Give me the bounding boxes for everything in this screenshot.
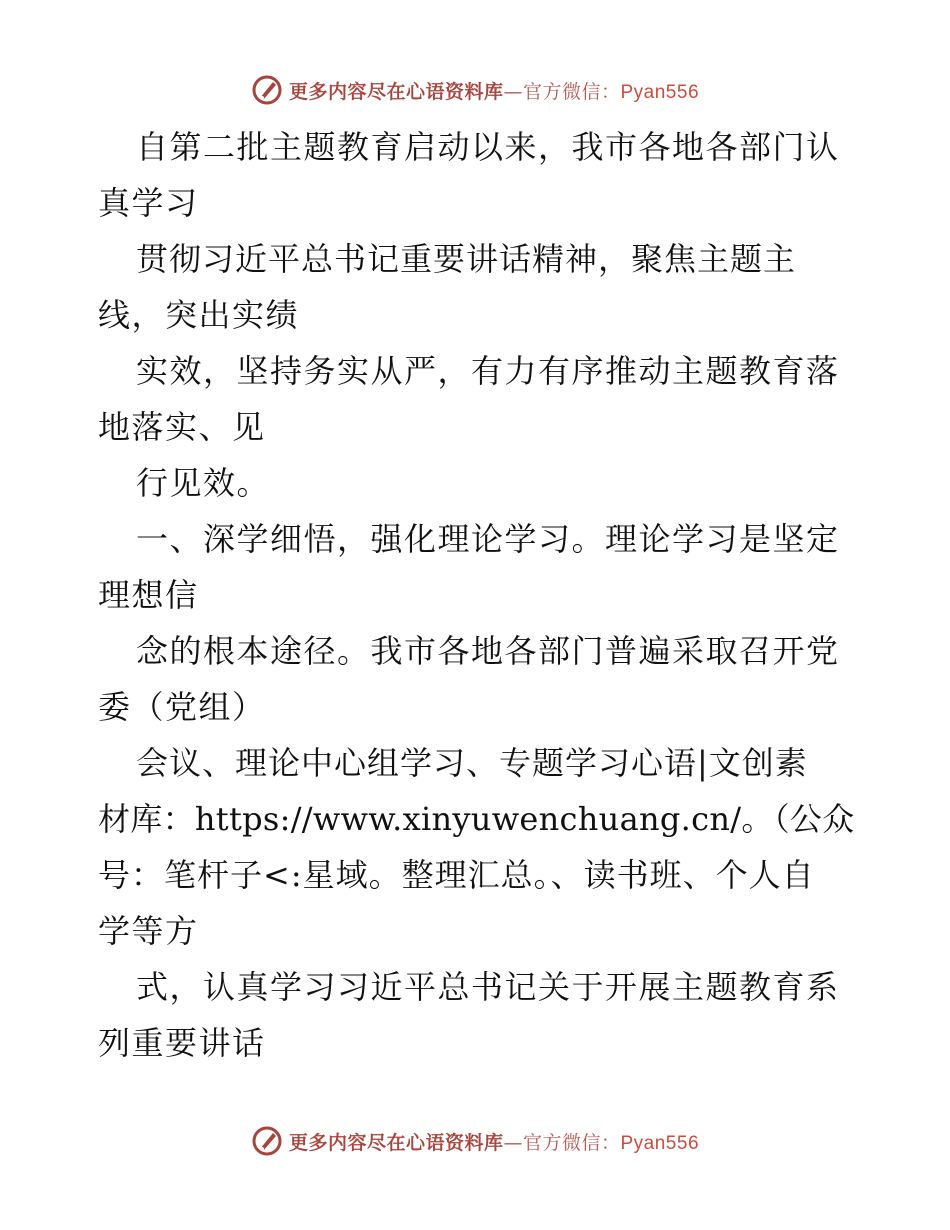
document-body: [98, 119, 858, 1071]
text-line: 地落实、见: [98, 408, 266, 446]
watermark-dash: —: [503, 1131, 523, 1154]
watermark-site: 更多内容尽在心语资料库: [288, 80, 504, 103]
watermark-text: [289, 1128, 699, 1155]
text-line: 学等方: [98, 912, 199, 950]
watermark-wechat-label: 官方微信：: [522, 1131, 621, 1154]
text-line: 式，认真学习习近平总书记关于开展主题教育系: [136, 968, 840, 1006]
watermark-dash: —: [503, 80, 523, 103]
text-line: 真学习: [98, 184, 199, 222]
header-watermark: [0, 70, 950, 110]
text-line: 念的根本途径。我市各地各部门普遍采取召开党: [136, 632, 840, 670]
text-line: 委（党组）: [98, 688, 266, 726]
text-line: 号：笔杆子<:星域。整理汇总。、读书班、个人自: [98, 856, 815, 894]
text-line: 贯彻习近平总书记重要讲话精神，聚焦主题主: [136, 240, 797, 278]
watermark-site: 更多内容尽在心语资料库: [288, 1131, 504, 1154]
footer-watermark: [0, 1121, 950, 1161]
text-line: 线，突出实绩: [98, 296, 300, 334]
text-line: 实效，坚持务实从严，有力有序推动主题教育落: [136, 352, 840, 390]
watermark-text: [289, 77, 699, 104]
pen-logo-icon: [251, 74, 283, 106]
text-line: 自第二批主题教育启动以来，我市各地各部门认: [136, 128, 840, 166]
text-line-url: 材库：https://www.xinyuwenchuang.cn/。（公众: [98, 800, 855, 838]
pen-logo-icon: [251, 1125, 283, 1157]
text-line: 理想信: [98, 576, 199, 614]
text-line: 行见效。: [136, 464, 271, 502]
watermark-wechat-id: Pyan556: [620, 81, 700, 103]
text-line: 会议、理论中心组学习、专题学习心语|文创素: [136, 744, 808, 782]
text-line: 列重要讲话: [98, 1024, 266, 1062]
watermark-wechat-label: 官方微信：: [522, 80, 621, 103]
watermark-wechat-id: Pyan556: [620, 1132, 700, 1154]
text-line: 一、深学细悟，强化理论学习。理论学习是坚定: [136, 520, 840, 558]
